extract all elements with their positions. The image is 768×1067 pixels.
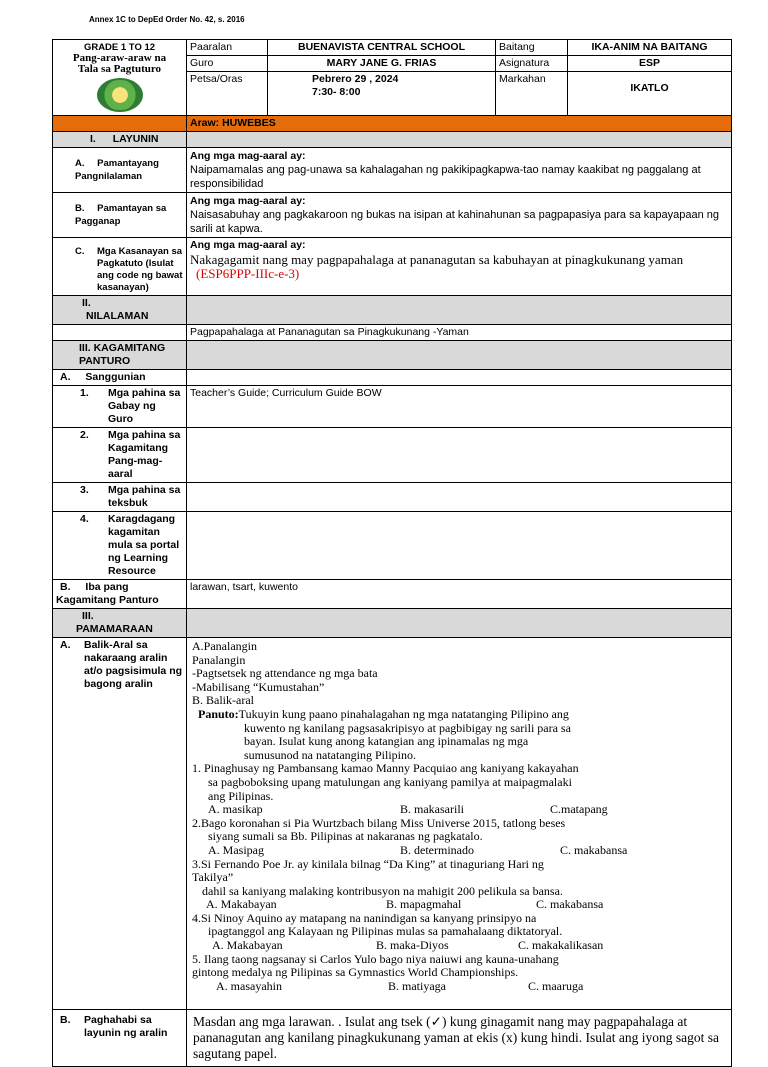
- obj-heading: Ang mga mag-aaral ay:: [190, 195, 306, 207]
- kagamitan-heading: III. KAGAMITANG PANTURO: [53, 341, 187, 370]
- option: A. Makabayan: [212, 938, 283, 953]
- option: B. makasarili: [400, 802, 464, 817]
- option: C. makabansa: [536, 897, 604, 912]
- item-title: Iba pang Kagamitang Panturo: [56, 581, 159, 606]
- option: A. masayahin: [216, 978, 282, 993]
- item-letter: A.: [60, 639, 71, 651]
- option: A. Makabayan: [206, 897, 277, 912]
- araw-label: Araw: HUWEBES: [187, 116, 732, 132]
- guro-value: MARY JANE G. FRIAS: [268, 56, 496, 72]
- baitang-label: Baitang: [496, 40, 568, 56]
- panuto-line: [192, 708, 726, 722]
- question-5-options: [192, 980, 726, 994]
- question-2-options: [192, 844, 726, 858]
- proc-line: Panalangin: [192, 652, 246, 667]
- option: B. matiyaga: [388, 978, 446, 993]
- panuto-text: Tukuyin kung paano pinahalagahan ng mga natatanging Pilipino ang: [238, 706, 569, 721]
- item-title: Balik-Aral sa nakaraang aralin at/o pagsisimula ng bagong aralin: [84, 639, 183, 690]
- question-text: 4.Si Ninoy Aquino ay matapang na nanindigan sa kanyang prinsipyo na: [192, 910, 537, 925]
- panuto-label: Panuto:: [198, 706, 239, 721]
- asignatura-label: Asignatura: [496, 56, 568, 72]
- ref-num: 4.: [80, 513, 89, 525]
- petsa-time: 7:30- 8:00: [312, 86, 361, 98]
- question-text: 3.Si Fernando Poe Jr. ay kinilala bilnag “Da King” at tinaguriang Hari ng: [192, 856, 544, 871]
- option: A. masikap: [208, 802, 263, 817]
- question-text: dahil sa kaniyang malaking kontribusyon na mahigit 200 pelikula sa bansa.: [202, 883, 563, 898]
- pamantayang-pangnilalaman-content: [187, 148, 732, 193]
- proc-line: -Pagtsetsek ng attendance ng mga bata: [192, 666, 378, 681]
- ref-row-4: [53, 512, 187, 580]
- item-letter: B.: [75, 203, 85, 214]
- item-letter: C.: [75, 246, 85, 257]
- annex-label: Annex 1C to DepEd Order No. 42, s. 2016: [89, 15, 245, 24]
- item-title: Pamantayan sa Pagganap: [75, 203, 167, 227]
- question-1-options: [192, 803, 726, 817]
- kasanayan-label: [53, 238, 187, 296]
- question-text: Takilya”: [192, 870, 234, 885]
- petsa-date: Pebrero 29 , 2024: [312, 73, 399, 85]
- doc-title-1: Pang-araw-araw na: [72, 52, 167, 64]
- iba-pang-kagamitan-label: [53, 580, 187, 609]
- item-title: Mga Kasanayan sa Pagkatuto (Isulat ang code ng bawat kasanayan): [97, 246, 183, 293]
- pamantayan-pagganap-label: [53, 193, 187, 238]
- sanggunian-label: [53, 370, 187, 386]
- ref-row-2: [53, 428, 187, 483]
- item-title: Sanggunian: [85, 371, 146, 383]
- paghahabi-label: [53, 1010, 187, 1067]
- nilalaman-num: II.: [82, 297, 91, 309]
- obj-heading: Ang mga mag-aaral ay:: [190, 150, 306, 162]
- nilalaman-spacer: [53, 325, 187, 341]
- grade-label: GRADE 1 TO 12: [83, 42, 156, 53]
- header-title-cell: [53, 40, 187, 116]
- pamamaraan-title: PAMAMARAAN: [76, 623, 153, 635]
- balik-aral-content: [187, 638, 732, 1010]
- ref-value-3: [187, 483, 732, 512]
- item-title: Pamantayang Pangnilalaman: [75, 158, 159, 182]
- ref-value-4: [187, 512, 732, 580]
- paaralan-label: Paaralan: [187, 40, 268, 56]
- school-seal-logo: [97, 78, 143, 112]
- ref-label: Mga pahina sa Gabay ng Guro: [108, 387, 181, 425]
- layunin-heading: [53, 132, 187, 148]
- ref-num: 2.: [80, 429, 89, 441]
- item-letter: A.: [75, 158, 85, 169]
- petsa-value: [268, 72, 496, 116]
- ref-label: Mga pahina sa Kagamitang Pang-mag-aaral: [108, 429, 181, 480]
- option: C. maaruga: [528, 978, 584, 993]
- proc-line: A.Panalangin: [192, 639, 257, 653]
- markahan-label: Markahan: [496, 72, 568, 116]
- markahan-value: IKATLO: [568, 72, 732, 116]
- item-letter: B.: [60, 581, 71, 593]
- option: C. makabansa: [560, 842, 628, 857]
- obj-text: Nakagagamit nang may pagpapahalaga at pananagutan sa kabuhayan at pinagkukunang yaman: [190, 252, 684, 267]
- petsa-label: Petsa/Oras: [187, 72, 268, 116]
- nilalaman-text: Pagpapahalaga at Pananagutan sa Pinagkukunang -Yaman: [187, 325, 732, 341]
- ref-label: Karagdagang kagamitan mula sa portal ng Learning Resource: [108, 513, 180, 577]
- option: C. makakalikasan: [518, 938, 604, 953]
- pamantayang-pangnilalaman-label: [53, 148, 187, 193]
- question-text: 1. Pinaghusay ng Pambansang kamao Manny Pacquiao ang kaniyang kakayahan: [192, 761, 579, 776]
- pamamaraan-heading-fill: [187, 609, 732, 638]
- item-letter: B.: [60, 1014, 71, 1026]
- asignatura-value: ESP: [568, 56, 732, 72]
- ref-value-2: [187, 428, 732, 483]
- option: B. mapagmahal: [386, 897, 462, 912]
- sanggunian-value: [187, 370, 732, 386]
- panuto-text: sumusunod na natatanging Pilipino.: [244, 747, 416, 762]
- competency-code: (ESP6PPP-IIIc-e-3): [196, 266, 300, 281]
- layunin-num: I.: [90, 133, 96, 145]
- item-title: Paghahabi sa layunin ng aralin: [84, 1014, 168, 1039]
- baitang-value: IKA-ANIM NA BAITANG: [568, 40, 732, 56]
- question-text: gintong medalya ng Pilipinas sa Gymnastics World Championships.: [192, 965, 519, 980]
- pamamaraan-heading: [53, 609, 187, 638]
- layunin-heading-fill: [187, 132, 732, 148]
- lesson-log-table: [52, 39, 731, 1067]
- doc-title-2: Tala sa Pagtuturo: [77, 63, 162, 75]
- option: C.matapang: [550, 802, 608, 817]
- option: B. maka-Diyos: [376, 938, 449, 953]
- question-3-options: [192, 898, 726, 912]
- question-4-options: [192, 939, 726, 953]
- question-text: 2.Bago koronahan si Pia Wurtzbach bilang Miss Universe 2015, tatlong beses: [192, 815, 566, 830]
- nilalaman-title: NILALAMAN: [86, 310, 149, 322]
- obj-text: Naisasabuhay ang pagkakaroon ng bukas na isipan at kahinahunan sa pagpapasiya para sa kapayapaan ng sarili at kapwa.: [190, 209, 720, 235]
- question-text: ipagtanggol ang Kalayaan ng Pilipinas mulas sa pamahalaang diktatoryal.: [208, 924, 563, 939]
- proc-line: B. Balik-aral: [192, 693, 254, 708]
- ref-row-3: [53, 483, 187, 512]
- paaralan-value: BUENAVISTA CENTRAL SCHOOL: [268, 40, 496, 56]
- balik-aral-label: [53, 638, 187, 1010]
- panuto-text: kuwento ng kanilang pagsasakripisyo at pagbibigay ng sarili para sa: [244, 720, 571, 735]
- item-letter: A.: [60, 371, 71, 383]
- iba-pang-kagamitan-value: larawan, tsart, kuwento: [187, 580, 732, 609]
- ref-row-1: [53, 386, 187, 428]
- question-text: sa pagboboksing upang matulungan ang kaniyang pamilya at maipagmalaki: [208, 774, 572, 789]
- ref-num: 1.: [80, 387, 89, 399]
- option: B. determinado: [400, 842, 474, 857]
- ref-value-1: Teacher’s Guide; Curriculum Guide BOW: [187, 386, 732, 428]
- orange-spacer: [53, 116, 187, 132]
- question-text: siyang sumali sa Bb. Pilipinas at nakaranas ng pagkatalo.: [208, 829, 483, 844]
- nilalaman-heading-fill: [187, 296, 732, 325]
- option: A. Masipag: [208, 842, 264, 857]
- question-text: ang Pilipinas.: [208, 788, 274, 803]
- pamamaraan-num: III.: [82, 610, 94, 622]
- panuto-text: bayan. Isulat kung anong katangian ang ipinamalas ng mga: [244, 734, 529, 749]
- ref-label: Mga pahina sa teksbuk: [108, 484, 181, 509]
- ref-num: 3.: [80, 484, 89, 496]
- obj-text: Naipamamalas ang pag-unawa sa kahalagahan ng pakikipagkapwa-tao namay kaakibat ng paggalang at responsibilidad: [190, 164, 701, 190]
- proc-line: -Mabilisang “Kumustahan”: [192, 679, 325, 694]
- obj-heading: Ang mga mag-aaral ay:: [190, 239, 306, 251]
- question-text: 5. Ilang taong nagsanay si Carlos Yulo bago niya naiuwi ang kauna-unahang: [192, 951, 559, 966]
- kasanayan-content: [187, 238, 732, 296]
- guro-label: Guro: [187, 56, 268, 72]
- layunin-title: LAYUNIN: [112, 133, 159, 145]
- nilalaman-heading: [53, 296, 187, 325]
- kagamitan-heading-fill: [187, 341, 732, 370]
- paghahabi-content: Masdan ang mga larawan. . Isulat ang tsek (✓) kung ginagamit nang may pagpapahalaga at pananagutan ang kanilang pinagkukunang yaman at ekis (x) kung hindi. Isulat ang iyong sagot sa sagutang papel.: [187, 1010, 732, 1067]
- pamantayan-pagganap-content: [187, 193, 732, 238]
